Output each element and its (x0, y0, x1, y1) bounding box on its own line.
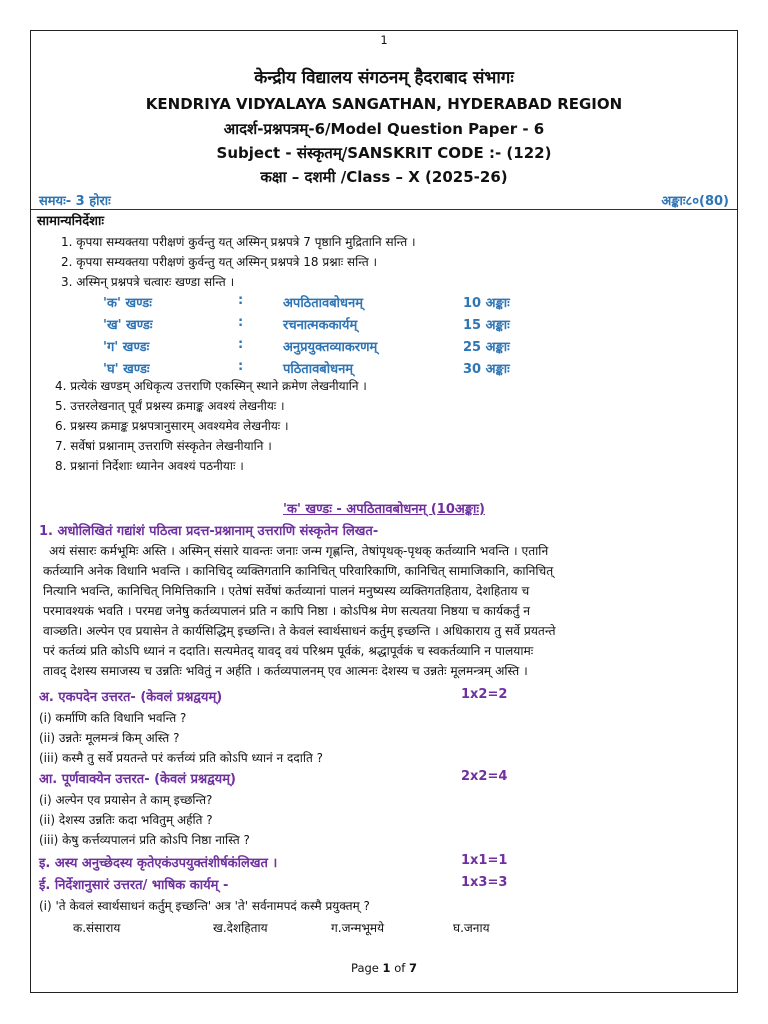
page-number-top: 1 (380, 33, 388, 47)
section-sep: : (238, 359, 244, 374)
option-ka: क.संसाराय (73, 921, 121, 935)
passage-line: अयं संसारः कर्मभूमिः अस्ति । अस्मिन् संसारे यावन्तः जनाः जन्म गृह्णन्ति, तेषांपृथक्-पृथक् कर्तव्यानि भवन्ति । एतानि (49, 544, 549, 558)
question-item: (i) अल्पेन एव प्रयासेन ते काम् इच्छन्ति? (39, 793, 213, 807)
section-marks: 25 अङ्काः (463, 340, 510, 355)
section-title: रचनात्मककार्यम् (283, 318, 358, 333)
instruction-item: 7. सर्वेषां प्रश्नानाम् उत्तराणि संस्कृतेन लेखनीयानि । (55, 439, 272, 453)
footer-current-page: 1 (382, 961, 391, 975)
section-title: पठितावबोधनम् (283, 362, 354, 377)
section-sep: : (238, 337, 244, 352)
divider-line (31, 209, 737, 210)
part-i-label: इ. अस्य अनुच्छेदस्य कृतेएकंउपयुक्तंशीर्षकंलिखत । (39, 856, 278, 871)
part-ii-marks: 1x3=3 (461, 875, 508, 890)
passage-line: तावद् देशस्य समाजस्य च उन्नतिः भवितुं न अर्हति । कर्तव्यपालनम् एव आत्मनः देशस्य च उन्नतेः मूलमन्त्रम् अस्ति । (43, 664, 528, 678)
question-1-heading: 1. अधोलिखितं गद्यांशं पठित्वा प्रदत्त-प्रश्नानाम् उत्तराणि संस्कृतेन लिखत- (39, 524, 379, 539)
section-marks: 15 अङ्काः (463, 318, 510, 333)
section-marks: 10 अङ्काः (463, 296, 510, 311)
instruction-item: 8. प्रश्नानां निर्देशाः ध्यानेन अवश्यं पठनीयाः । (55, 459, 244, 473)
section-sep: : (238, 293, 244, 308)
footer-prefix: Page (351, 961, 383, 975)
part-a-label: अ. एकपदेन उत्तरत- (केवलं प्रश्नद्वयम्) (39, 690, 223, 705)
instruction-item: 3. अस्मिन् प्रश्नपत्रे चत्वारः खण्डा सन्ति । (61, 275, 235, 289)
header-english-org: KENDRIYA VIDYALAYA SANGATHAN, HYDERABAD REGION (145, 95, 623, 113)
section-marks: 30 अङ्काः (463, 362, 510, 377)
option-ga: ग.जन्मभूमये (331, 921, 385, 935)
section-name: 'क' खण्डः (103, 296, 152, 311)
question-item: (iii) केषु कर्त्तव्यपालनं प्रति कोऽपि निष्ठा नास्ति ? (39, 833, 250, 847)
time-label: समयः- 3 होराः (39, 194, 111, 209)
part-ii-label: ई. निर्देशानुसारं उत्तरत/ भाषिक कार्यम् - (39, 878, 229, 893)
option-gha: घ.जनाय (453, 921, 490, 935)
passage-line: परं कर्तव्यं प्रति कोऽपि ध्यानं न ददाति। सत्यमेतद् यावद् वयं परिश्रम पूर्वकं, श्रद्धापूर्वकं च स्वकर्तव्यानि न पालयामः (43, 644, 534, 658)
question-paper-page (30, 30, 738, 993)
part-a-marks: 1x2=2 (461, 687, 508, 702)
section-name: 'घ' खण्डः (103, 362, 150, 377)
question-item: (iii) कस्मै तु सर्वे प्रयतन्ते परं कर्त्तव्यं प्रति कोऽपि ध्यानं न ददाति ? (39, 751, 323, 765)
section-sep: : (238, 315, 244, 330)
header-subject: Subject - संस्कृतम्/SANSKRIT CODE :- (122) (216, 144, 552, 162)
instruction-item: 1. कृपया सम्यक्तया परीक्षणं कुर्वन्तु यत् अस्मिन् प्रश्नपत्रे 7 पृष्ठानि मुद्रितानि सन्ति । (61, 235, 416, 249)
instruction-item: 4. प्रत्येकं खण्डम् अधिकृत्य उत्तराणि एकस्मिन् स्थाने क्रमेण लेखनीयानि । (55, 379, 367, 393)
footer-total-pages: 7 (408, 961, 417, 975)
option-kha: ख.देशहिताय (213, 921, 268, 935)
question-item: (i) 'ते केवलं स्वार्थसाधनं कर्तुम् इच्छन्ति' अत्र 'ते' सर्वनामपदं कस्मै प्रयुक्तम् ? (39, 899, 370, 913)
section-name: 'ख' खण्डः (103, 318, 153, 333)
section-title: अनुप्रयुक्तव्याकरणम् (283, 340, 378, 355)
header-class: कक्षा – दशमी /Class – X (2025-26) (260, 168, 508, 186)
instruction-item: 5. उत्तरलेखनात् पूर्वं प्रश्नस्य क्रमाङ्क अवश्यं लेखनीयः । (55, 399, 285, 413)
instruction-item: 6. प्रश्नस्य क्रमाङ्क प्रश्नपत्रानुसारम् अवश्यमेव लेखनीयः । (55, 419, 289, 433)
page-footer (31, 961, 737, 975)
part-aa-marks: 2x2=4 (461, 769, 508, 784)
header-paper-title: आदर्श-प्रश्नपत्रम्-6/Model Question Paper - 6 (223, 120, 545, 138)
header-hindi-org: केन्द्रीय विद्यालय संगठनम् हैदराबाद संभागः (254, 68, 514, 88)
section-ka-title: 'क' खण्डः - अपठितावबोधनम् (10अङ्काः) (283, 502, 485, 517)
passage-line: वाञ्छति। अल्पेन एव प्रयासेन ते कार्यसिद्धिम् इच्छन्ति। ते केवलं स्वार्थसाधनं कर्तुम् इच्छन्ति । अधिकाराय तु सर्वे प्रयतन्ते (43, 624, 556, 638)
marks-label: अङ्काः८०(80) (661, 194, 729, 209)
section-name: 'ग' खण्डः (103, 340, 150, 355)
part-aa-label: आ. पूर्णवाक्येन उत्तरत- (केवलं प्रश्नद्वयम्) (39, 772, 236, 787)
passage-line: परमावश्यकं भवति । परमद्य जनेषु कर्तव्यपालनं प्रति न कापि निष्ठा । कोऽपिश्र मेण सत्यतया निष्ठया च कार्यकर्तुं न (43, 604, 531, 618)
question-item: (i) कर्माणि कति विधानि भवन्ति ? (39, 711, 187, 725)
question-item: (ii) उन्नतेः मूलमन्त्रं किम् अस्ति ? (39, 731, 180, 745)
passage-line: नित्यानि भवन्ति, कानिचित् निमित्तिकानि । एतेषां सर्वेषां कर्तव्यानां पालनं मनुष्यस्य व्यक्तिगतहिताय, देशहिताय च (43, 584, 530, 598)
passage-line: कर्तव्यानि अनेक विधानि भवन्ति । कानिचिद् व्यक्तिगतानि कानिचित् परिवारिकाणि, कानिचित् सामाजिकानि, कानिचित् (43, 564, 554, 578)
instructions-heading: सामान्यनिर्देशाः (37, 214, 104, 229)
section-title: अपठितावबोधनम् (283, 296, 364, 311)
question-item: (ii) देशस्य उन्नतिः कदा भवितुम् अर्हति ? (39, 813, 213, 827)
footer-middle: of (390, 961, 409, 975)
instruction-item: 2. कृपया सम्यक्तया परीक्षणं कुर्वन्तु यत् अस्मिन् प्रश्नपत्रे 18 प्रश्नाः सन्ति । (61, 255, 378, 269)
part-i-marks: 1x1=1 (461, 853, 508, 868)
